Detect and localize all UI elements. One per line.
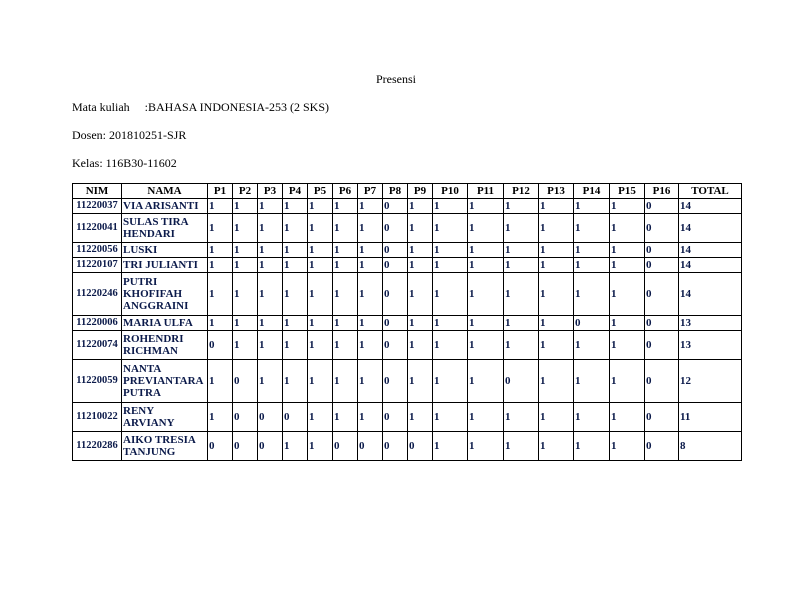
attendance-cell: 1 — [610, 360, 645, 403]
attendance-cell: 1 — [208, 214, 233, 243]
attendance-cell: 1 — [283, 316, 308, 331]
attendance-cell: 1 — [504, 243, 539, 258]
table-row — [73, 432, 742, 461]
attendance-cell: 1 — [433, 243, 468, 258]
attendance-cell: 1 — [208, 243, 233, 258]
attendance-cell: 1 — [610, 316, 645, 331]
attendance-cell: 1 — [574, 214, 610, 243]
total-cell: 14 — [679, 199, 742, 214]
column-header-p14: P14 — [574, 184, 610, 199]
attendance-cell: 1 — [539, 360, 574, 403]
column-header-total: TOTAL — [679, 184, 742, 199]
table-row — [73, 403, 742, 432]
nim-cell: 11220006 — [73, 316, 122, 331]
attendance-cell: 1 — [574, 273, 610, 316]
attendance-cell: 1 — [468, 199, 504, 214]
attendance-cell: 1 — [258, 243, 283, 258]
attendance-cell: 1 — [504, 273, 539, 316]
total-cell: 14 — [679, 214, 742, 243]
attendance-cell: 1 — [283, 243, 308, 258]
nama-cell: AIKO TRESIA TANJUNG — [122, 432, 208, 461]
nama-cell: LUSKI — [122, 243, 208, 258]
attendance-cell: 1 — [283, 432, 308, 461]
attendance-cell: 0 — [383, 199, 408, 214]
total-cell: 14 — [679, 243, 742, 258]
nama-cell: ROHENDRI RICHMAN — [122, 331, 208, 360]
attendance-cell: 1 — [504, 258, 539, 273]
attendance-cell: 1 — [610, 432, 645, 461]
attendance-cell: 1 — [333, 403, 358, 432]
attendance-cell: 1 — [358, 199, 383, 214]
table-row — [73, 243, 742, 258]
attendance-cell: 1 — [504, 331, 539, 360]
attendance-cell: 1 — [233, 243, 258, 258]
column-header-p3: P3 — [258, 184, 283, 199]
nim-cell: 11220107 — [73, 258, 122, 273]
attendance-cell: 1 — [308, 403, 333, 432]
attendance-cell: 1 — [333, 360, 358, 403]
attendance-cell: 1 — [468, 432, 504, 461]
page-title: Presensi — [376, 72, 416, 86]
attendance-cell: 0 — [208, 432, 233, 461]
nama-cell: NANTA PREVIANTARA PUTRA — [122, 360, 208, 403]
attendance-cell: 1 — [408, 360, 433, 403]
attendance-cell: 1 — [233, 273, 258, 316]
attendance-cell: 1 — [233, 199, 258, 214]
attendance-cell: 1 — [468, 360, 504, 403]
attendance-cell: 1 — [574, 360, 610, 403]
attendance-cell: 1 — [574, 432, 610, 461]
column-header-nim: NIM — [73, 184, 122, 199]
attendance-cell: 1 — [358, 331, 383, 360]
attendance-cell: 0 — [383, 331, 408, 360]
nim-cell: 11220246 — [73, 273, 122, 316]
attendance-cell: 1 — [433, 273, 468, 316]
attendance-cell: 1 — [333, 331, 358, 360]
attendance-cell: 1 — [308, 316, 333, 331]
attendance-cell: 0 — [383, 360, 408, 403]
attendance-cell: 0 — [258, 403, 283, 432]
total-cell: 11 — [679, 403, 742, 432]
attendance-cell: 1 — [504, 432, 539, 461]
attendance-cell: 1 — [610, 214, 645, 243]
attendance-cell: 1 — [308, 258, 333, 273]
attendance-cell: 1 — [358, 403, 383, 432]
attendance-cell: 1 — [308, 243, 333, 258]
attendance-cell: 1 — [308, 360, 333, 403]
attendance-cell: 1 — [574, 258, 610, 273]
attendance-cell: 1 — [308, 273, 333, 316]
attendance-cell: 1 — [610, 273, 645, 316]
attendance-cell: 1 — [610, 199, 645, 214]
attendance-cell: 1 — [208, 316, 233, 331]
attendance-cell: 0 — [645, 243, 679, 258]
nama-cell: VIA ARISANTI — [122, 199, 208, 214]
attendance-cell: 1 — [433, 316, 468, 331]
table-row — [73, 214, 742, 243]
column-header-p13: P13 — [539, 184, 574, 199]
attendance-cell: 1 — [468, 273, 504, 316]
table-row — [73, 258, 742, 273]
attendance-cell: 1 — [539, 432, 574, 461]
attendance-cell: 1 — [258, 273, 283, 316]
column-header-p5: P5 — [308, 184, 333, 199]
column-header-p2: P2 — [233, 184, 258, 199]
attendance-cell: 1 — [408, 258, 433, 273]
attendance-cell: 1 — [504, 199, 539, 214]
total-cell: 12 — [679, 360, 742, 403]
attendance-cell: 1 — [333, 199, 358, 214]
nama-cell: RENY ARVIANY — [122, 403, 208, 432]
column-header-p11: P11 — [468, 184, 504, 199]
nama-cell: MARIA ULFA — [122, 316, 208, 331]
attendance-cell: 1 — [433, 199, 468, 214]
attendance-cell: 1 — [258, 360, 283, 403]
attendance-cell: 1 — [539, 331, 574, 360]
nim-cell: 11220041 — [73, 214, 122, 243]
nama-cell: SULAS TIRA HENDARI — [122, 214, 208, 243]
attendance-cell: 1 — [408, 403, 433, 432]
total-cell: 14 — [679, 258, 742, 273]
column-header-p16: P16 — [645, 184, 679, 199]
total-cell: 8 — [679, 432, 742, 461]
attendance-cell: 0 — [504, 360, 539, 403]
attendance-cell: 1 — [258, 331, 283, 360]
attendance-cell: 1 — [539, 199, 574, 214]
nim-cell: 11220286 — [73, 432, 122, 461]
attendance-cell: 1 — [574, 331, 610, 360]
attendance-cell: 1 — [233, 214, 258, 243]
attendance-cell: 1 — [333, 243, 358, 258]
attendance-cell: 0 — [383, 432, 408, 461]
attendance-cell: 0 — [383, 243, 408, 258]
class-info: Kelas: 116B30-11602 — [72, 156, 177, 170]
attendance-cell: 1 — [539, 403, 574, 432]
table-header-row — [73, 184, 742, 199]
total-cell: 14 — [679, 273, 742, 316]
attendance-cell: 1 — [408, 331, 433, 360]
attendance-cell: 0 — [283, 403, 308, 432]
attendance-cell: 0 — [645, 199, 679, 214]
attendance-table — [72, 183, 742, 461]
attendance-cell: 1 — [610, 331, 645, 360]
attendance-cell: 0 — [383, 403, 408, 432]
attendance-cell: 0 — [358, 432, 383, 461]
attendance-cell: 1 — [468, 403, 504, 432]
attendance-cell: 1 — [574, 199, 610, 214]
attendance-cell: 1 — [283, 331, 308, 360]
attendance-cell: 1 — [539, 316, 574, 331]
attendance-cell: 1 — [283, 273, 308, 316]
attendance-cell: 1 — [610, 258, 645, 273]
attendance-cell: 0 — [645, 432, 679, 461]
table-row — [73, 331, 742, 360]
attendance-cell: 1 — [574, 403, 610, 432]
attendance-cell: 0 — [645, 360, 679, 403]
attendance-cell: 1 — [308, 199, 333, 214]
attendance-cell: 1 — [283, 214, 308, 243]
nama-cell: PUTRI KHOFIFAH ANGGRAINI — [122, 273, 208, 316]
attendance-cell: 1 — [504, 403, 539, 432]
attendance-cell: 1 — [468, 331, 504, 360]
table-row — [73, 199, 742, 214]
attendance-cell: 1 — [408, 316, 433, 331]
nim-cell: 11210022 — [73, 403, 122, 432]
attendance-cell: 1 — [283, 199, 308, 214]
column-header-p15: P15 — [610, 184, 645, 199]
attendance-cell: 1 — [333, 273, 358, 316]
attendance-cell: 1 — [283, 258, 308, 273]
nama-cell: TRI JULIANTI — [122, 258, 208, 273]
attendance-cell: 1 — [358, 258, 383, 273]
attendance-cell: 1 — [308, 331, 333, 360]
attendance-cell: 1 — [433, 214, 468, 243]
attendance-cell: 1 — [308, 214, 333, 243]
attendance-cell: 1 — [208, 360, 233, 403]
attendance-cell: 1 — [433, 403, 468, 432]
attendance-cell: 1 — [468, 243, 504, 258]
attendance-cell: 0 — [208, 331, 233, 360]
attendance-cell: 1 — [208, 199, 233, 214]
attendance-cell: 1 — [504, 316, 539, 331]
attendance-cell: 1 — [358, 316, 383, 331]
column-header-p1: P1 — [208, 184, 233, 199]
table-row — [73, 273, 742, 316]
attendance-cell: 1 — [258, 199, 283, 214]
attendance-cell: 1 — [258, 214, 283, 243]
attendance-cell: 1 — [358, 360, 383, 403]
total-cell: 13 — [679, 316, 742, 331]
attendance-cell: 1 — [468, 258, 504, 273]
column-header-p8: P8 — [383, 184, 408, 199]
column-header-p12: P12 — [504, 184, 539, 199]
lecturer-info: Dosen: 201810251-SJR — [72, 128, 187, 142]
attendance-cell: 1 — [468, 214, 504, 243]
attendance-cell: 1 — [539, 258, 574, 273]
total-cell: 13 — [679, 331, 742, 360]
attendance-cell: 1 — [233, 331, 258, 360]
attendance-cell: 0 — [574, 316, 610, 331]
attendance-cell: 1 — [208, 273, 233, 316]
attendance-cell: 1 — [258, 316, 283, 331]
attendance-cell: 0 — [233, 360, 258, 403]
column-header-p6: P6 — [333, 184, 358, 199]
attendance-cell: 1 — [258, 258, 283, 273]
attendance-cell: 1 — [468, 316, 504, 331]
nim-cell: 11220074 — [73, 331, 122, 360]
attendance-cell: 1 — [408, 273, 433, 316]
attendance-cell: 1 — [233, 316, 258, 331]
attendance-cell: 0 — [333, 432, 358, 461]
column-header-p10: P10 — [433, 184, 468, 199]
attendance-cell: 0 — [645, 258, 679, 273]
attendance-cell: 0 — [383, 258, 408, 273]
attendance-cell: 0 — [645, 403, 679, 432]
attendance-cell: 0 — [258, 432, 283, 461]
attendance-cell: 0 — [233, 403, 258, 432]
nim-cell: 11220059 — [73, 360, 122, 403]
attendance-cell: 1 — [574, 243, 610, 258]
nim-cell: 11220037 — [73, 199, 122, 214]
column-header-p7: P7 — [358, 184, 383, 199]
attendance-cell: 1 — [408, 214, 433, 243]
attendance-cell: 1 — [433, 432, 468, 461]
attendance-cell: 0 — [645, 214, 679, 243]
attendance-cell: 1 — [539, 273, 574, 316]
table-row — [73, 316, 742, 331]
attendance-cell: 1 — [610, 403, 645, 432]
attendance-cell: 1 — [504, 214, 539, 243]
column-header-p4: P4 — [283, 184, 308, 199]
attendance-cell: 1 — [333, 214, 358, 243]
attendance-cell: 1 — [433, 331, 468, 360]
attendance-cell: 1 — [333, 258, 358, 273]
attendance-cell: 1 — [539, 243, 574, 258]
course-info: Mata kuliah :BAHASA INDONESIA-253 (2 SKS) — [72, 100, 329, 114]
table-row — [73, 360, 742, 403]
column-header-nama: NAMA — [122, 184, 208, 199]
attendance-cell: 0 — [645, 331, 679, 360]
attendance-cell: 1 — [433, 360, 468, 403]
attendance-cell: 1 — [208, 258, 233, 273]
attendance-cell: 0 — [383, 316, 408, 331]
attendance-cell: 1 — [283, 360, 308, 403]
attendance-cell: 1 — [358, 273, 383, 316]
attendance-cell: 0 — [408, 432, 433, 461]
attendance-cell: 1 — [233, 258, 258, 273]
attendance-cell: 1 — [208, 403, 233, 432]
attendance-cell: 1 — [539, 214, 574, 243]
nim-cell: 11220056 — [73, 243, 122, 258]
attendance-cell: 0 — [383, 214, 408, 243]
attendance-cell: 1 — [358, 214, 383, 243]
attendance-cell: 0 — [233, 432, 258, 461]
attendance-cell: 0 — [645, 273, 679, 316]
attendance-cell: 1 — [408, 243, 433, 258]
attendance-cell: 1 — [610, 243, 645, 258]
attendance-cell: 1 — [433, 258, 468, 273]
attendance-cell: 0 — [383, 273, 408, 316]
attendance-cell: 1 — [358, 243, 383, 258]
attendance-cell: 1 — [308, 432, 333, 461]
attendance-cell: 1 — [408, 199, 433, 214]
attendance-cell: 1 — [333, 316, 358, 331]
attendance-cell: 0 — [645, 316, 679, 331]
column-header-p9: P9 — [408, 184, 433, 199]
